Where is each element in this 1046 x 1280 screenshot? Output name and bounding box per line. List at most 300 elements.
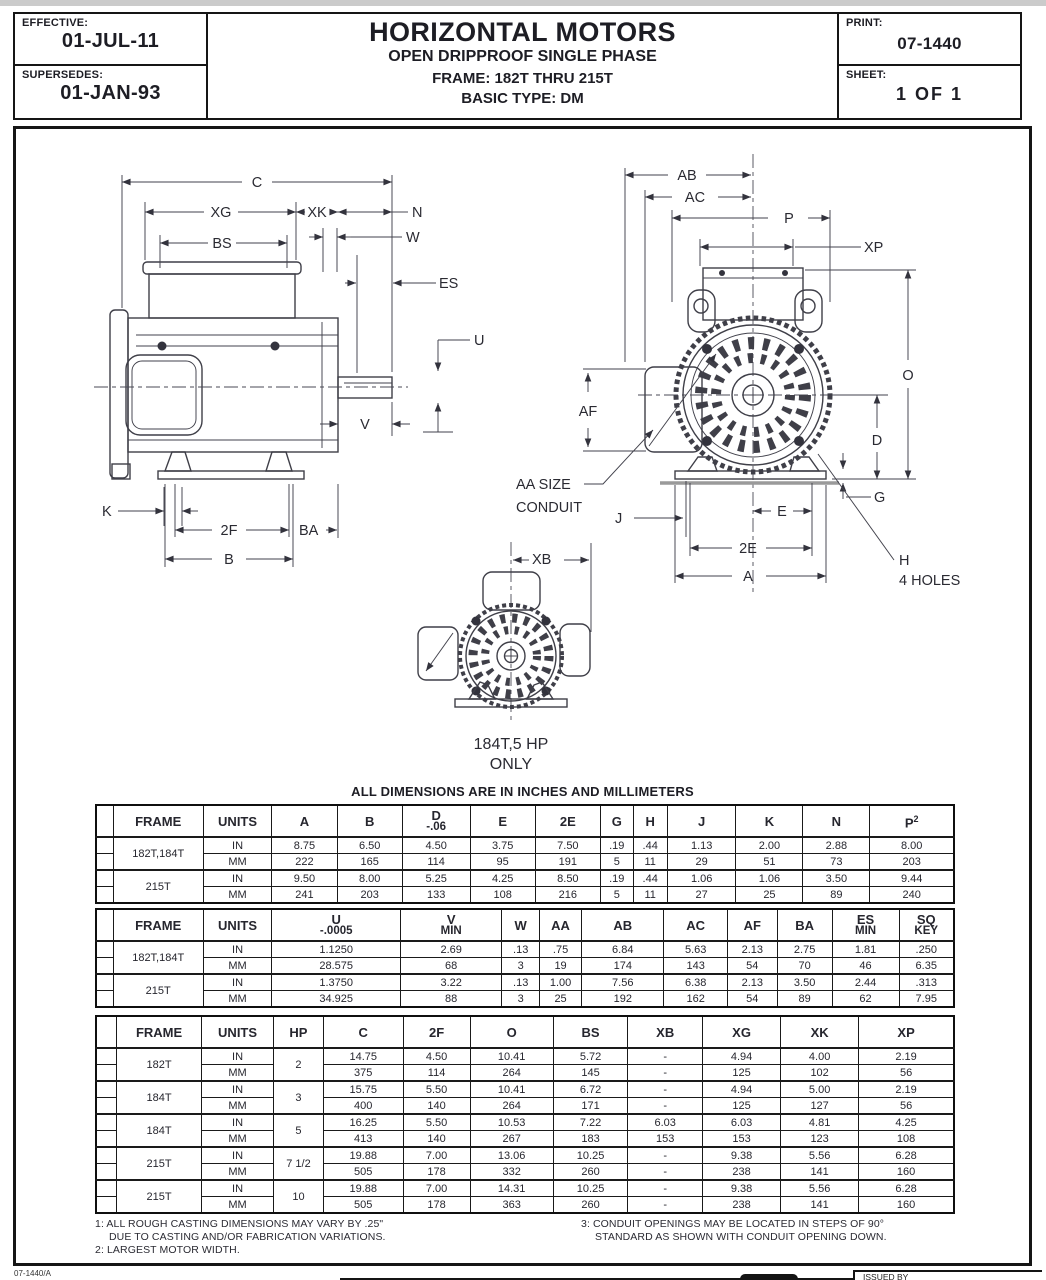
table-cell: 5 bbox=[600, 854, 633, 871]
table-row bbox=[96, 870, 954, 887]
table-cell: IN bbox=[202, 1180, 274, 1197]
table-cell: 222 bbox=[272, 854, 337, 871]
table-cell: 6.50 bbox=[337, 837, 402, 854]
dim-label-ba: BA bbox=[299, 523, 319, 539]
table-row bbox=[96, 1180, 954, 1197]
print-box bbox=[837, 12, 1022, 66]
table-cell bbox=[96, 1164, 117, 1181]
supersedes-label: SUPERSEDES: bbox=[22, 69, 104, 81]
dimensions-table-mounting bbox=[95, 804, 955, 904]
table-cell: 4.25 bbox=[470, 870, 535, 887]
table-cell: 5.72 bbox=[553, 1048, 628, 1065]
table-cell: 4.50 bbox=[402, 837, 470, 854]
table-cell bbox=[96, 1098, 117, 1115]
dim-label-w: W bbox=[406, 230, 420, 246]
table-cell: 108 bbox=[859, 1131, 954, 1148]
table-cell: 140 bbox=[403, 1098, 470, 1115]
table-cell: 46 bbox=[832, 958, 899, 975]
table-cell: 203 bbox=[337, 887, 402, 904]
table-cell: 260 bbox=[553, 1197, 628, 1214]
table-cell: .19 bbox=[600, 870, 633, 887]
table-cell: 95 bbox=[470, 854, 535, 871]
table-header-cell: AC bbox=[664, 909, 727, 941]
table-header-cell: 2F bbox=[403, 1016, 470, 1048]
four-holes-label: 4 HOLES bbox=[899, 573, 961, 589]
notes-left bbox=[95, 1218, 386, 1257]
table-cell: 114 bbox=[402, 854, 470, 871]
table-cell: 264 bbox=[470, 1065, 553, 1082]
drawing-area bbox=[13, 126, 1032, 1266]
table-cell: 56 bbox=[859, 1065, 954, 1082]
table-cell bbox=[96, 1065, 117, 1082]
dim-label-a: A bbox=[743, 569, 753, 585]
table-header-cell bbox=[96, 805, 113, 837]
table-cell: 54 bbox=[727, 958, 777, 975]
table-cell: 25 bbox=[736, 887, 803, 904]
table-cell: - bbox=[628, 1180, 703, 1197]
table-cell: 6.03 bbox=[703, 1114, 781, 1131]
sheet-title: HORIZONTAL MOTORS bbox=[369, 17, 676, 47]
table-header-cell: U -.0005 bbox=[272, 909, 401, 941]
small-view-motor-outline bbox=[418, 542, 590, 724]
table-cell: 1.3750 bbox=[272, 974, 401, 991]
table-cell: 160 bbox=[859, 1197, 954, 1214]
table-header-cell: 2E bbox=[535, 805, 600, 837]
table-cell: 375 bbox=[323, 1065, 403, 1082]
table-cell: MM bbox=[203, 958, 272, 975]
table-cell: MM bbox=[202, 1065, 274, 1082]
dim-label-xk: XK bbox=[307, 205, 327, 221]
dim-label-k: K bbox=[102, 504, 112, 520]
table-cell: 10.53 bbox=[470, 1114, 553, 1131]
table-cell: 6.28 bbox=[859, 1180, 954, 1197]
dim-label-xp: XP bbox=[864, 240, 884, 256]
table-cell: 7.50 bbox=[535, 837, 600, 854]
frame-range: FRAME: 182T THRU 215T bbox=[432, 70, 613, 87]
table-cell: IN bbox=[202, 1147, 274, 1164]
dim-label-2e: 2E bbox=[739, 541, 757, 557]
motor-diagrams bbox=[86, 140, 966, 780]
basic-type: BASIC TYPE: DM bbox=[461, 90, 584, 107]
dimensions-units-note: ALL DIMENSIONS ARE IN INCHES AND MILLIMETERS bbox=[351, 784, 694, 799]
table-cell: 29 bbox=[667, 854, 736, 871]
dim-label-xg: XG bbox=[210, 205, 232, 221]
table-header-cell: K bbox=[736, 805, 803, 837]
table-cell bbox=[96, 958, 113, 975]
table-cell: 1.13 bbox=[667, 837, 736, 854]
aa-size-conduit-label: AA SIZE bbox=[516, 477, 571, 493]
table-cell: 215T bbox=[113, 870, 203, 903]
table-cell: 2.13 bbox=[727, 974, 777, 991]
table-cell: 141 bbox=[781, 1197, 859, 1214]
table-header-cell: UNITS bbox=[202, 1016, 274, 1048]
table-cell: MM bbox=[202, 1197, 274, 1214]
sheet-label: SHEET: bbox=[846, 69, 887, 81]
table-cell: 19.88 bbox=[323, 1147, 403, 1164]
table-cell: 182T bbox=[117, 1048, 202, 1081]
table-cell: 3 bbox=[502, 958, 540, 975]
table-cell: 114 bbox=[403, 1065, 470, 1082]
side-view-motor-outline bbox=[94, 262, 408, 479]
table-cell: .13 bbox=[502, 974, 540, 991]
table-cell: 133 bbox=[402, 887, 470, 904]
table-cell: 11 bbox=[633, 854, 667, 871]
table-cell: 238 bbox=[703, 1197, 781, 1214]
table-cell: 10.25 bbox=[553, 1180, 628, 1197]
table-header-cell: XB bbox=[628, 1016, 703, 1048]
table-header-cell: HP bbox=[274, 1016, 324, 1048]
table-cell bbox=[96, 991, 113, 1008]
dim-label-c: C bbox=[251, 175, 263, 191]
table-cell: 4.00 bbox=[781, 1048, 859, 1065]
table-cell: .13 bbox=[502, 941, 540, 958]
table-cell bbox=[96, 837, 113, 854]
supersedes-value: 01-JAN-93 bbox=[60, 82, 161, 104]
table-cell: 9.38 bbox=[703, 1180, 781, 1197]
small-view-diagram bbox=[418, 542, 591, 773]
dim-label-2f: 2F bbox=[220, 523, 238, 539]
table-header-cell: AF bbox=[727, 909, 777, 941]
table-cell: 2.88 bbox=[803, 837, 870, 854]
table-cell: 182T,184T bbox=[113, 837, 203, 870]
table-cell: 2 bbox=[274, 1048, 324, 1081]
table-header-cell: $P^2$ bbox=[870, 805, 954, 837]
dim-label-o: O bbox=[902, 368, 914, 384]
table-header-cell: V MIN bbox=[401, 909, 502, 941]
table-cell: MM bbox=[202, 1098, 274, 1115]
table-header-cell: H bbox=[633, 805, 667, 837]
table-cell: 19 bbox=[540, 958, 582, 975]
document-number: 07-1440/A bbox=[14, 1269, 51, 1278]
table-cell: 8.50 bbox=[535, 870, 600, 887]
table-cell: 7.22 bbox=[553, 1114, 628, 1131]
table-cell: MM bbox=[202, 1131, 274, 1148]
table-cell: 8.75 bbox=[272, 837, 337, 854]
table-cell: IN bbox=[202, 1048, 274, 1065]
table-cell: 9.50 bbox=[272, 870, 337, 887]
table-cell bbox=[96, 1147, 117, 1164]
table-cell: 4.50 bbox=[403, 1048, 470, 1065]
scan-edge bbox=[0, 0, 1046, 6]
table-cell: .19 bbox=[600, 837, 633, 854]
table-cell: - bbox=[628, 1048, 703, 1065]
notes-right bbox=[581, 1218, 887, 1244]
table-header-cell: A bbox=[272, 805, 337, 837]
table-cell: 1.81 bbox=[832, 941, 899, 958]
table-cell: 125 bbox=[703, 1098, 781, 1115]
effective-value: 01-JUL-11 bbox=[61, 30, 160, 52]
table-cell: 332 bbox=[470, 1164, 553, 1181]
table-cell: 7.56 bbox=[582, 974, 664, 991]
table-cell: IN bbox=[203, 941, 272, 958]
table-cell: MM bbox=[203, 854, 272, 871]
dim-label-d: D bbox=[871, 433, 883, 449]
table-header-cell: O bbox=[470, 1016, 553, 1048]
table-cell: 3.50 bbox=[777, 974, 832, 991]
table-cell: 145 bbox=[553, 1065, 628, 1082]
table-cell: 127 bbox=[781, 1098, 859, 1115]
table-cell: 108 bbox=[470, 887, 535, 904]
table-cell: IN bbox=[203, 870, 272, 887]
table-cell: 13.06 bbox=[470, 1147, 553, 1164]
table-cell: 6.84 bbox=[582, 941, 664, 958]
table-cell: 3 bbox=[502, 991, 540, 1008]
table-header-cell bbox=[96, 1016, 117, 1048]
table-cell: 19.88 bbox=[323, 1180, 403, 1197]
table-cell: 203 bbox=[870, 854, 954, 871]
table-cell bbox=[96, 1197, 117, 1214]
effective-box bbox=[13, 12, 208, 66]
table-cell: 6.03 bbox=[628, 1114, 703, 1131]
aa-size-conduit-label-2: CONDUIT bbox=[516, 500, 583, 516]
sheet-subtitle: OPEN DRIPPROOF SINGLE PHASE bbox=[388, 48, 657, 65]
dim-label-af: AF bbox=[578, 404, 598, 420]
dim-label-j: J bbox=[615, 511, 623, 527]
table-cell: 3.22 bbox=[401, 974, 502, 991]
table-cell: 184T bbox=[117, 1081, 202, 1114]
table-row bbox=[96, 1147, 954, 1164]
table-cell: 171 bbox=[553, 1098, 628, 1115]
table-header-row bbox=[96, 1016, 954, 1048]
table-header-cell: G bbox=[600, 805, 633, 837]
dim-label-n: N bbox=[412, 205, 423, 221]
table-cell: IN bbox=[202, 1114, 274, 1131]
table-cell: 178 bbox=[403, 1164, 470, 1181]
table-cell: 182T,184T bbox=[113, 941, 203, 974]
table-cell: 6.35 bbox=[899, 958, 954, 975]
table-cell: 241 bbox=[272, 887, 337, 904]
note-2: 2: LARGEST MOTOR WIDTH. bbox=[95, 1244, 240, 1256]
table-cell: 267 bbox=[470, 1131, 553, 1148]
table-cell: MM bbox=[202, 1164, 274, 1181]
supersedes-box bbox=[13, 64, 208, 120]
sheet-box bbox=[837, 64, 1022, 120]
table-cell: 5 bbox=[274, 1114, 324, 1147]
note-1-line-2: DUE TO CASTING AND/OR FABRICATION VARIATIONS. bbox=[109, 1231, 386, 1243]
table-cell: 1.06 bbox=[736, 870, 803, 887]
table-cell: 191 bbox=[535, 854, 600, 871]
table-cell: 140 bbox=[403, 1131, 470, 1148]
table-cell bbox=[96, 1180, 117, 1197]
table-cell: 141 bbox=[781, 1164, 859, 1181]
table-cell: 25 bbox=[540, 991, 582, 1008]
table-cell: 5.50 bbox=[403, 1081, 470, 1098]
table-cell: 7.95 bbox=[899, 991, 954, 1008]
table-cell: 4.25 bbox=[859, 1114, 954, 1131]
dim-label-u: U bbox=[474, 333, 485, 349]
table-cell: 4.81 bbox=[781, 1114, 859, 1131]
table-cell: 505 bbox=[323, 1164, 403, 1181]
table-header-cell bbox=[96, 909, 113, 941]
table-row bbox=[96, 837, 954, 854]
table-cell: 400 bbox=[323, 1098, 403, 1115]
table-cell: 238 bbox=[703, 1164, 781, 1181]
table-cell: .250 bbox=[899, 941, 954, 958]
table-row bbox=[96, 1164, 954, 1181]
table-cell: 264 bbox=[470, 1098, 553, 1115]
table-cell: 153 bbox=[703, 1131, 781, 1148]
print-label: PRINT: bbox=[846, 17, 883, 29]
table-cell: 6.28 bbox=[859, 1147, 954, 1164]
table-cell: 2.00 bbox=[736, 837, 803, 854]
table-header-cell: N bbox=[803, 805, 870, 837]
table-cell: 15.75 bbox=[323, 1081, 403, 1098]
table-cell: 162 bbox=[664, 991, 727, 1008]
front-view-dimension-lines bbox=[583, 168, 916, 583]
table-cell: 192 bbox=[582, 991, 664, 1008]
note-1-line-1: 1: ALL ROUGH CASTING DIMENSIONS MAY VARY BY .25" bbox=[95, 1218, 384, 1230]
table-header-cell: FRAME bbox=[113, 909, 203, 941]
table-cell: 4.94 bbox=[703, 1048, 781, 1065]
table-cell: 10.41 bbox=[470, 1081, 553, 1098]
table-cell: 7 1/2 bbox=[274, 1147, 324, 1180]
dim-label-es: ES bbox=[439, 276, 459, 292]
table-cell: 9.38 bbox=[703, 1147, 781, 1164]
table-cell: 70 bbox=[777, 958, 832, 975]
table-cell: 125 bbox=[703, 1065, 781, 1082]
table-cell: 7.00 bbox=[403, 1147, 470, 1164]
dim-label-ab: AB bbox=[677, 168, 697, 184]
dim-label-bs: BS bbox=[212, 236, 232, 252]
table-cell: IN bbox=[203, 974, 272, 991]
table-header-cell: AB bbox=[582, 909, 664, 941]
table-cell: 89 bbox=[803, 887, 870, 904]
table-cell: 8.00 bbox=[870, 837, 954, 854]
table-cell: 505 bbox=[323, 1197, 403, 1214]
table-cell: 5.63 bbox=[664, 941, 727, 958]
table-cell: 3 bbox=[274, 1081, 324, 1114]
issued-by-box bbox=[853, 1270, 1042, 1280]
table-header-cell: UNITS bbox=[203, 805, 272, 837]
table-cell: 54 bbox=[727, 991, 777, 1008]
table-cell: 11 bbox=[633, 887, 667, 904]
table-cell: 8.00 bbox=[337, 870, 402, 887]
table-cell: 2.44 bbox=[832, 974, 899, 991]
table-header-cell: XG bbox=[703, 1016, 781, 1048]
table-cell: 4.94 bbox=[703, 1081, 781, 1098]
table-cell: .313 bbox=[899, 974, 954, 991]
note-3-line-2: STANDARD AS SHOWN WITH CONDUIT OPENING DOWN. bbox=[595, 1231, 887, 1243]
table-cell: 28.575 bbox=[272, 958, 401, 975]
table-cell: 1.00 bbox=[540, 974, 582, 991]
table-cell: .44 bbox=[633, 837, 667, 854]
table-cell: 215T bbox=[117, 1147, 202, 1180]
table-cell: 3.50 bbox=[803, 870, 870, 887]
table-row bbox=[96, 1131, 954, 1148]
table-cell: 2.13 bbox=[727, 941, 777, 958]
table-cell bbox=[96, 870, 113, 887]
table-cell: 102 bbox=[781, 1065, 859, 1082]
effective-label: EFFECTIVE: bbox=[22, 17, 89, 29]
table-cell: 2.19 bbox=[859, 1081, 954, 1098]
table-cell bbox=[96, 854, 113, 871]
table-row bbox=[96, 941, 954, 958]
table-header-cell: FRAME bbox=[117, 1016, 202, 1048]
table-cell: 160 bbox=[859, 1164, 954, 1181]
table-cell: 215T bbox=[117, 1180, 202, 1213]
table-cell: - bbox=[628, 1197, 703, 1214]
table-cell: 10.41 bbox=[470, 1048, 553, 1065]
table-cell: 240 bbox=[870, 887, 954, 904]
dim-label-p: P bbox=[784, 211, 794, 227]
dim-label-xb: XB bbox=[532, 552, 552, 568]
table-cell: 89 bbox=[777, 991, 832, 1008]
table-cell: 5 bbox=[600, 887, 633, 904]
table-cell: 14.75 bbox=[323, 1048, 403, 1065]
table-cell: 27 bbox=[667, 887, 736, 904]
print-value: 07-1440 bbox=[897, 34, 962, 53]
dim-label-e: E bbox=[777, 504, 787, 520]
table-cell: 10.25 bbox=[553, 1147, 628, 1164]
table-cell: 34.925 bbox=[272, 991, 401, 1008]
table-cell: 216 bbox=[535, 887, 600, 904]
table-cell: 2.75 bbox=[777, 941, 832, 958]
table-cell: IN bbox=[202, 1081, 274, 1098]
table-cell: 7.00 bbox=[403, 1180, 470, 1197]
table-cell bbox=[96, 1114, 117, 1131]
table-row bbox=[96, 1114, 954, 1131]
table-header-cell: C bbox=[323, 1016, 403, 1048]
table-header-cell: ES MIN bbox=[832, 909, 899, 941]
table-cell: 6.38 bbox=[664, 974, 727, 991]
dim-label-b: B bbox=[224, 552, 234, 568]
table-cell: 16.25 bbox=[323, 1114, 403, 1131]
table-row bbox=[96, 887, 954, 904]
table-cell bbox=[96, 1131, 117, 1148]
table-cell: 153 bbox=[628, 1131, 703, 1148]
table-cell: 5.56 bbox=[781, 1180, 859, 1197]
table-cell: 6.72 bbox=[553, 1081, 628, 1098]
table-header-cell: W bbox=[502, 909, 540, 941]
table-row bbox=[96, 1098, 954, 1115]
note-3-line-1: 3: CONDUIT OPENINGS MAY BE LOCATED IN STEPS OF 90° bbox=[581, 1218, 885, 1230]
table-cell: 5.50 bbox=[403, 1114, 470, 1131]
table-cell: 9.44 bbox=[870, 870, 954, 887]
issued-by-label: ISSUED BY bbox=[863, 1272, 909, 1280]
table-cell: MM bbox=[203, 887, 272, 904]
table-cell: 73 bbox=[803, 854, 870, 871]
table-cell: .75 bbox=[540, 941, 582, 958]
table-cell: 143 bbox=[664, 958, 727, 975]
table-header-cell: BA bbox=[777, 909, 832, 941]
table-cell: - bbox=[628, 1081, 703, 1098]
table-cell: - bbox=[628, 1164, 703, 1181]
table-cell: 5.00 bbox=[781, 1081, 859, 1098]
table-cell: - bbox=[628, 1098, 703, 1115]
table-cell: 51 bbox=[736, 854, 803, 871]
table-cell: 68 bbox=[401, 958, 502, 975]
table-cell: 1.06 bbox=[667, 870, 736, 887]
dim-label-h: H bbox=[899, 553, 910, 569]
table-cell: 2.69 bbox=[401, 941, 502, 958]
table-cell: 260 bbox=[553, 1164, 628, 1181]
table-cell bbox=[96, 974, 113, 991]
table-row bbox=[96, 1197, 954, 1214]
title-block bbox=[206, 12, 839, 120]
table-cell: MM bbox=[203, 991, 272, 1008]
table-header-cell: SQ KEY bbox=[899, 909, 954, 941]
table-cell: 215T bbox=[113, 974, 203, 1007]
table-cell bbox=[96, 1081, 117, 1098]
small-view-caption-2: ONLY bbox=[489, 756, 533, 773]
table-cell: 88 bbox=[401, 991, 502, 1008]
table-header-row bbox=[96, 909, 954, 941]
table-row bbox=[96, 991, 954, 1008]
table-row bbox=[96, 958, 954, 975]
side-view-diagram bbox=[94, 175, 484, 568]
dim-label-v: V bbox=[360, 417, 370, 433]
dim-label-g: G bbox=[874, 490, 886, 506]
